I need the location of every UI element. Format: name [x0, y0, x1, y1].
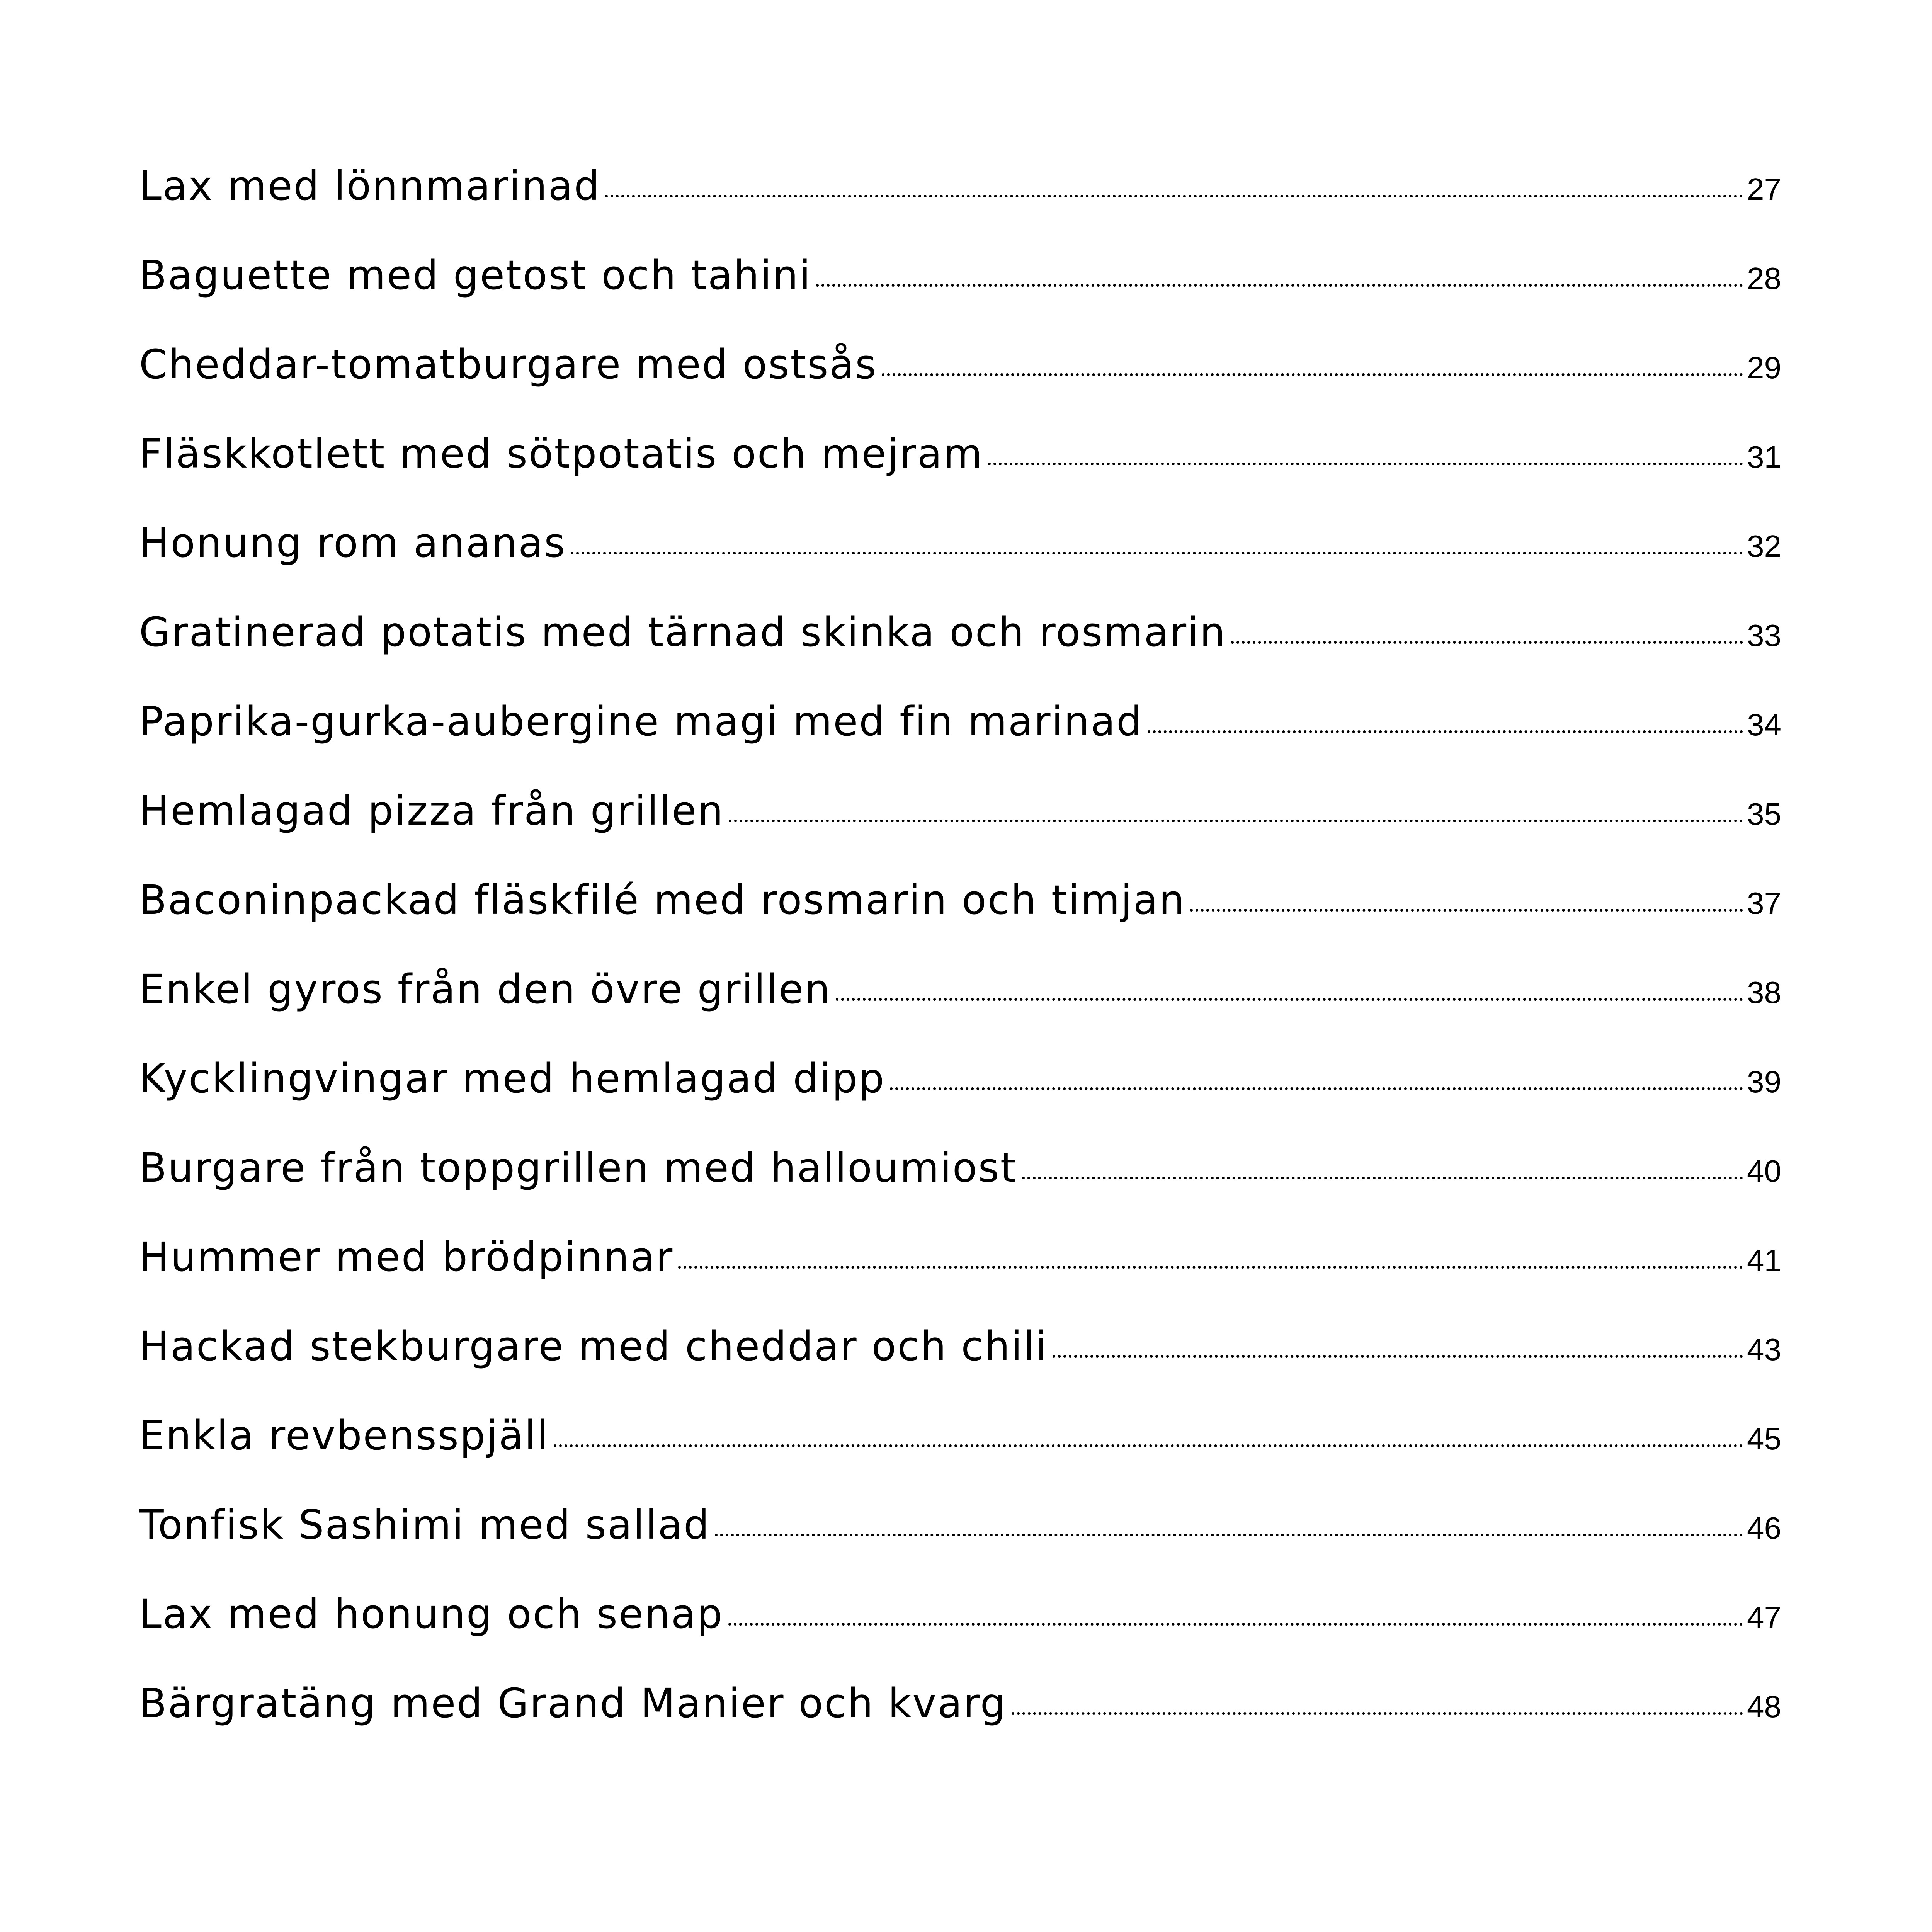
toc-entry-title: Enkel gyros från den övre grillen [139, 966, 832, 1013]
toc-entry-page-number: 31 [1747, 440, 1781, 474]
toc-entry-page-number: 32 [1747, 529, 1781, 563]
toc-entry[interactable] [139, 1590, 1781, 1680]
toc-entry-page-number: 38 [1747, 975, 1781, 1010]
toc-dot-leader [882, 373, 1743, 376]
toc-entry-title: Lax med lönnmarinad [139, 162, 601, 209]
toc-entry-title: Cheddar-tomatburgare med ostsås [139, 341, 878, 388]
toc-dot-leader [988, 463, 1743, 465]
toc-dot-leader [816, 284, 1743, 287]
toc-entry-title: Fläskkotlett med sötpotatis och mejram [139, 430, 984, 477]
toc-entry[interactable] [139, 519, 1781, 609]
toc-entry-title: Tonfisk Sashimi med sallad [139, 1501, 711, 1548]
toc-entry[interactable] [139, 1412, 1781, 1501]
toc-entry-title: Hackad stekburgare med cheddar och chili [139, 1323, 1048, 1370]
toc-entry[interactable] [139, 1501, 1781, 1590]
toc-entry-title: Paprika-gurka-aubergine magi med fin marinad [139, 698, 1143, 745]
toc-entry-title: Hummer med brödpinnar [139, 1233, 674, 1281]
toc-dot-leader [728, 1623, 1743, 1626]
toc-entry[interactable] [139, 698, 1781, 787]
toc-entry-page-number: 40 [1747, 1154, 1781, 1188]
toc-dot-leader [678, 1266, 1743, 1269]
toc-entry-page-number: 35 [1747, 797, 1781, 831]
toc-dot-leader [605, 195, 1743, 197]
toc-entry-title: Enkla revbensspjäll [139, 1412, 549, 1459]
toc-entry-page-number: 47 [1747, 1600, 1781, 1634]
toc-entry-page-number: 27 [1747, 172, 1781, 206]
toc-dot-leader [1190, 909, 1743, 912]
toc-dot-leader [554, 1444, 1743, 1447]
toc-dot-leader [836, 998, 1743, 1001]
toc-dot-leader [1022, 1177, 1743, 1179]
toc-entry-page-number: 46 [1747, 1511, 1781, 1545]
toc-entry-title: Burgare från toppgrillen med halloumiost [139, 1144, 1017, 1191]
toc-entry[interactable] [139, 1680, 1781, 1769]
toc-entry-page-number: 43 [1747, 1332, 1781, 1367]
toc-entry[interactable] [139, 1055, 1781, 1144]
toc-entry-title: Baguette med getost och tahini [139, 252, 812, 299]
toc-dot-leader [1053, 1355, 1743, 1358]
toc-entry-page-number: 45 [1747, 1422, 1781, 1456]
toc-entry-title: Hemlagad pizza från grillen [139, 787, 724, 834]
toc-entry-title: Gratinerad potatis med tärnad skinka och rosmarin [139, 609, 1226, 656]
toc-entry[interactable] [139, 252, 1781, 341]
toc-entry[interactable] [139, 430, 1781, 519]
toc-entry-page-number: 41 [1747, 1243, 1781, 1277]
toc-entry[interactable] [139, 876, 1781, 966]
toc-entry[interactable] [139, 966, 1781, 1055]
toc-entry[interactable] [139, 1323, 1781, 1412]
toc-dot-leader [1231, 641, 1743, 644]
toc-entry-page-number: 48 [1747, 1689, 1781, 1724]
toc-dot-leader [1012, 1712, 1743, 1715]
toc-entry-page-number: 33 [1747, 618, 1781, 653]
toc-entry-page-number: 37 [1747, 886, 1781, 920]
toc-dot-leader [1148, 730, 1743, 733]
table-of-contents [139, 162, 1781, 1769]
toc-dot-leader [715, 1534, 1743, 1536]
toc-entry-title: Honung rom ananas [139, 519, 566, 566]
toc-entry[interactable] [139, 609, 1781, 698]
toc-entry-title: Bärgratäng med Grand Manier och kvarg [139, 1680, 1007, 1727]
toc-entry-title: Baconinpackad fläskfilé med rosmarin och timjan [139, 876, 1186, 923]
toc-entry[interactable] [139, 1233, 1781, 1323]
toc-entry-page-number: 29 [1747, 350, 1781, 385]
toc-entry[interactable] [139, 787, 1781, 876]
toc-dot-leader [571, 552, 1743, 554]
toc-entry[interactable] [139, 341, 1781, 430]
toc-dot-leader [729, 820, 1743, 822]
toc-dot-leader [890, 1087, 1743, 1090]
toc-entry[interactable] [139, 1144, 1781, 1233]
toc-entry-page-number: 28 [1747, 261, 1781, 296]
toc-entry-title: Lax med honung och senap [139, 1590, 724, 1638]
toc-entry-page-number: 34 [1747, 707, 1781, 742]
toc-entry-page-number: 39 [1747, 1065, 1781, 1099]
toc-entry-title: Kycklingvingar med hemlagad dipp [139, 1055, 886, 1102]
toc-entry[interactable] [139, 162, 1781, 252]
